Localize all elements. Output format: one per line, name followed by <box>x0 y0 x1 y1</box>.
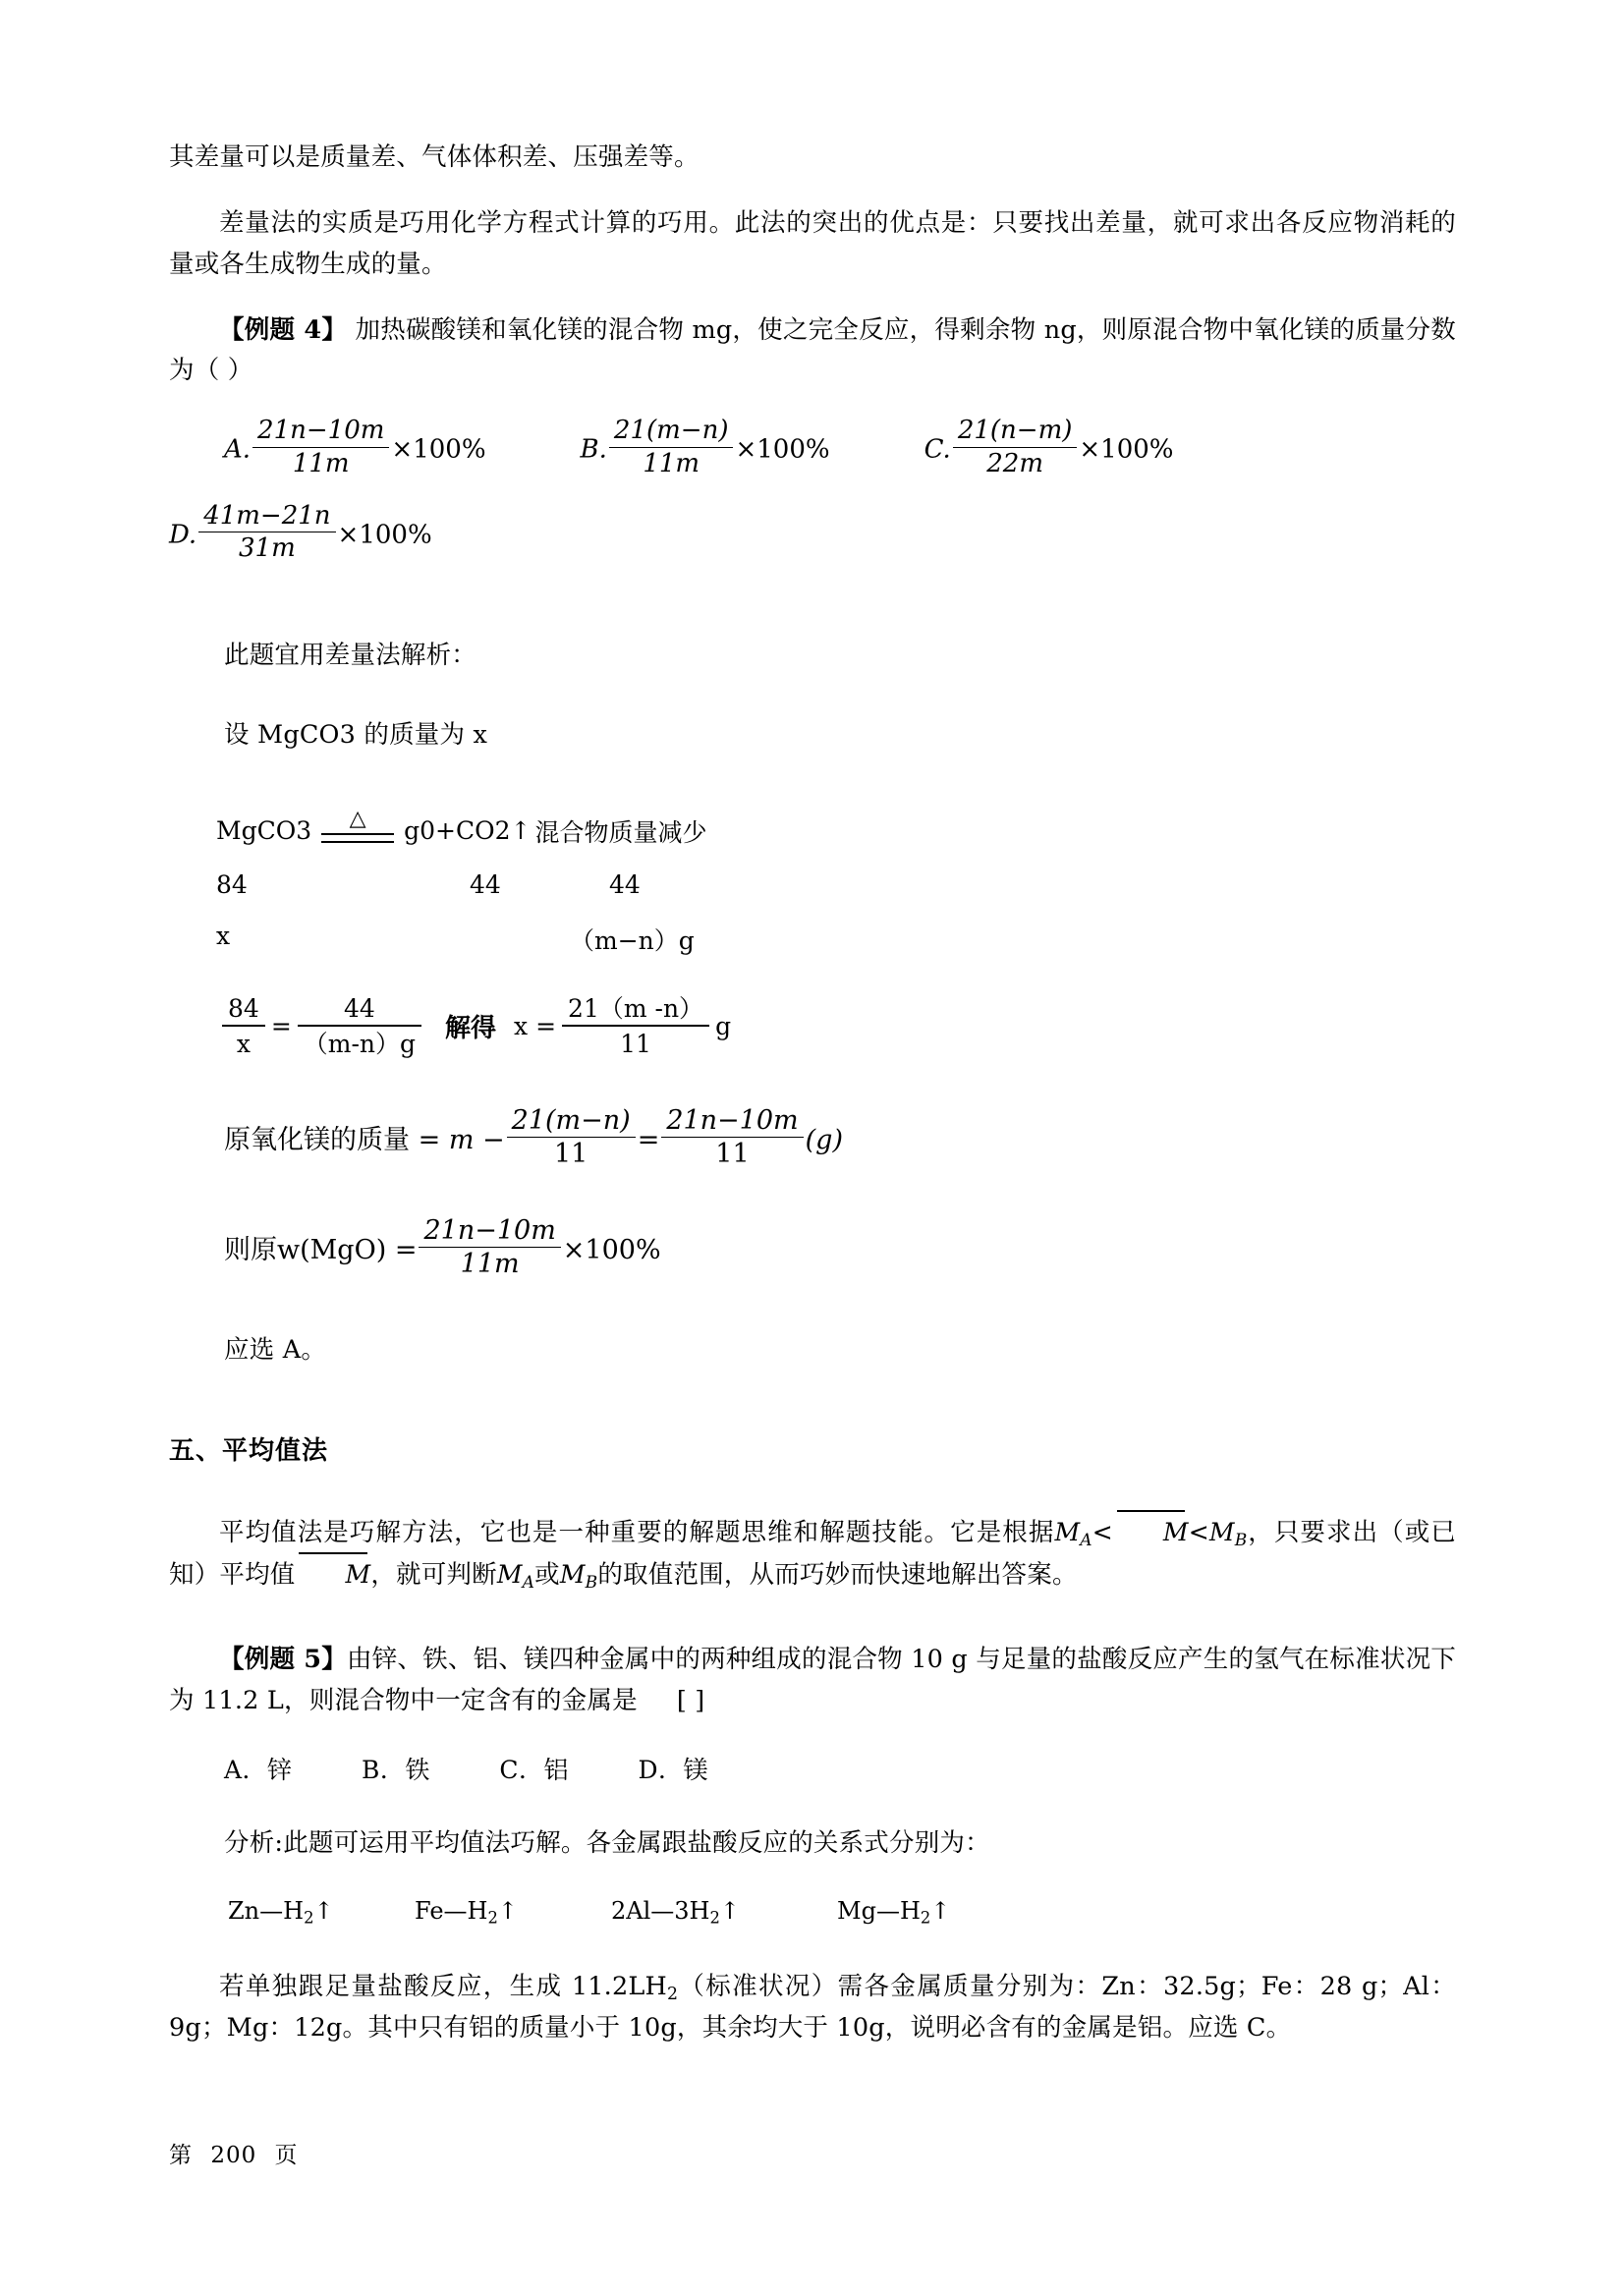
relation-al <box>611 1897 837 1928</box>
ineq-lt-2: < <box>1188 1517 1209 1546</box>
mgo-mass-minus: − <box>482 1124 505 1155</box>
stoich-1-c: 44 <box>609 869 641 899</box>
example5-marker: 【例题 5】 <box>219 1645 347 1675</box>
choice-a-label: A. <box>224 435 252 466</box>
intro-paragraph: 差量法的实质是巧用化学方程式计算的巧用。此法的突出的优点是：只要找出差量，就可求出各反应物消耗的量或各生成物生成的量。 <box>169 208 1456 279</box>
mgo-mass-m: m <box>448 1124 475 1155</box>
example4-solution-head: 此题宜用差量法解析： <box>224 640 477 670</box>
proportion-solve-label: 解得 <box>445 1014 497 1044</box>
proportion-equals-1: = <box>270 1012 292 1041</box>
ineq-ma-sub: A <box>1080 1530 1092 1550</box>
example5-choices <box>224 1751 1456 1786</box>
example4-choice-c <box>924 417 1174 477</box>
w-mgo-eq: = <box>394 1235 418 1266</box>
proportion-result-num: 21（m -n） <box>562 994 709 1028</box>
relation-al-pre: 2Al—3H <box>611 1897 710 1926</box>
choice-d-label: D. <box>169 520 197 550</box>
ineq-m-bar-2: M <box>296 1554 371 1596</box>
relation-fe-post: ↑ <box>497 1897 518 1926</box>
relation-fe-pre: Fe—H <box>415 1897 488 1926</box>
proportion-left-num: 84 <box>222 994 265 1028</box>
footer-suffix: 页 <box>274 2143 299 2168</box>
section5-body <box>169 1512 1456 1597</box>
relation-mg-sub: 2 <box>920 1908 931 1928</box>
footer-page-number: 200 <box>210 2143 257 2168</box>
page-content <box>169 138 1456 2054</box>
section5-body-d: 或 <box>534 1560 560 1591</box>
reaction-products: g0+CO2↑ <box>404 816 532 846</box>
choice-b-tail: ×100% <box>735 435 830 466</box>
choice-c-numerator: 21(n−m) <box>953 417 1078 447</box>
proportion-x-label: x = <box>514 1012 557 1041</box>
choice-a-numerator: 21n−10m <box>252 417 389 447</box>
footer-prefix: 第 <box>169 2143 193 2168</box>
relation-zn-sub: 2 <box>304 1908 314 1928</box>
page-footer <box>169 2137 299 2169</box>
relation-zn-post: ↑ <box>313 1897 334 1926</box>
relation-mg <box>837 1897 950 1928</box>
mgo-mass-label: 原氧化镁的质量 <box>224 1124 410 1155</box>
choice-c-tail: ×100% <box>1079 435 1174 466</box>
w-mgo-den: 11m <box>460 1249 520 1280</box>
example5-analysis-head: 分析:此题可运用平均值法巧解。各金属跟盐酸反应的关系式分别为： <box>224 1827 990 1858</box>
ineq-m-bar: M <box>1113 1512 1189 1553</box>
reaction-arrow-icon <box>321 806 394 846</box>
mgo-mass-f2-den: 11 <box>715 1138 750 1169</box>
relation-zn <box>228 1897 415 1928</box>
choice-c-denominator: 22m <box>986 448 1043 478</box>
proportion-result-den: 11 <box>620 1030 651 1059</box>
ineq-ma-sub-2: A <box>522 1572 535 1593</box>
choice-d-tail: ×100% <box>337 520 432 550</box>
reaction-reactant: MgCO3 <box>216 816 312 846</box>
mgo-mass-f1-den: 11 <box>553 1138 588 1169</box>
proportion-right-fraction <box>298 994 421 1059</box>
example5-choice-a: A．锌 <box>224 1755 293 1784</box>
choice-c-label: C. <box>924 435 951 466</box>
section5-body-b: ，只要求出（或已知）平均值 <box>169 1517 1457 1591</box>
stoich-2-a: x <box>216 921 231 950</box>
delta-symbol: △ <box>349 806 366 831</box>
proportion-left-den: x <box>236 1030 251 1059</box>
relation-fe-sub: 2 <box>487 1908 498 1928</box>
example4-proportion-line <box>216 994 1456 1059</box>
example5-choice-c: C．铝 <box>499 1755 569 1784</box>
conclusion-h2-sub: 2 <box>667 1984 679 2004</box>
w-mgo-tail: ×100% <box>562 1235 661 1266</box>
relation-fe <box>415 1897 611 1928</box>
w-mgo-label: 则原w(MgO) <box>224 1235 387 1266</box>
proportion-right-den: （m-n）g <box>303 1030 417 1059</box>
mgo-mass-unit: (g) <box>805 1124 843 1155</box>
example4-reaction-equation <box>216 806 1456 849</box>
ineq-mb: M <box>1208 1517 1235 1546</box>
section5-body-a: 平均值法是巧解方法，它也是一种重要的解题思维和解题技能。它是根据 <box>219 1517 1055 1547</box>
choice-d-numerator: 41m−21n <box>198 502 335 532</box>
stoich-2-b: （m−n）g <box>570 925 695 955</box>
example4-answer: 应选 A。 <box>224 1335 327 1366</box>
example5-statement <box>169 1640 1456 1721</box>
choice-b-numerator: 21(m−n) <box>609 417 734 447</box>
relation-zn-pre: Zn—H <box>228 1897 305 1926</box>
relation-al-post: ↑ <box>719 1897 740 1926</box>
section-heading-5: 五、平均值法 <box>169 1435 329 1466</box>
choice-d-denominator: 31m <box>238 532 296 563</box>
ineq-mb-2: M <box>559 1560 586 1590</box>
section5-body-e: 的取值范围，从而巧妙而快速地解出答案。 <box>597 1560 1078 1591</box>
mgo-mass-eq2: = <box>637 1124 660 1155</box>
choice-b-label: B. <box>580 435 607 466</box>
example4-choice-a <box>224 417 486 477</box>
stoich-row-1 <box>216 870 1456 925</box>
ineq-mb-sub-2: B <box>585 1572 598 1593</box>
example5-statement-text: 由锌、铁、铝、镁四种金属中的两种组成的混合物 10 g 与足量的盐酸反应产生的氢气在标准状况下为 11.2 L，则混合物中一定含有的金属是 <box>169 1645 1456 1715</box>
mgo-mass-f1-num: 21(m−n) <box>507 1106 636 1138</box>
mgo-mass-eq1: = <box>418 1124 441 1155</box>
ineq-mb-sub: B <box>1234 1530 1248 1550</box>
example4-mgo-mass-equation <box>224 1106 1456 1169</box>
proportion-right-num: 44 <box>298 994 421 1028</box>
reaction-note: 混合物质量减少 <box>534 817 707 847</box>
w-mgo-num: 21n−10m <box>419 1216 560 1248</box>
example4-choice-b <box>581 417 830 477</box>
stoich-row-2 <box>216 922 1456 977</box>
proportion-result-fraction <box>562 994 709 1059</box>
choice-a-denominator: 11m <box>292 448 350 478</box>
example4-choices-row <box>224 417 1456 477</box>
ineq-ma-2: M <box>496 1560 523 1590</box>
example5-choice-d: D．镁 <box>638 1755 708 1784</box>
stoich-1-b: 44 <box>470 869 501 899</box>
example4-statement <box>169 310 1456 392</box>
example5-choice-b: B．铁 <box>362 1755 430 1784</box>
mgo-mass-f2-num: 21n−10m <box>661 1106 803 1138</box>
stoich-1-a: 84 <box>216 869 248 899</box>
conclusion-part-b: （标准状况）需各金属质量分别为：Zn：32.5g；Fe：28 g；Al：9g；Mg：12g。其中只有铝的质量小于 10g，其余均大于 10g，说明必含有的金属是铝。应选 C。 <box>169 1971 1457 2043</box>
relation-mg-pre: Mg—H <box>837 1897 921 1926</box>
example4-statement-text: 加热碳酸镁和氧化镁的混合物 mg，使之完全反应，得剩余物 ng，则原混合物中氧化镁的质量分数为（ ） <box>169 314 1456 386</box>
conclusion-part-a: 若单独跟足量盐酸反应，生成 11.2LH <box>219 1971 667 2001</box>
example5-relations <box>228 1897 1456 1928</box>
section5-body-c: ，就可判断 <box>370 1560 497 1591</box>
relation-al-sub: 2 <box>709 1908 720 1928</box>
example4-let-line: 设 MgCO3 的质量为 x <box>224 720 488 751</box>
example5-answer-bracket: [ ] <box>676 1685 705 1715</box>
proportion-left-fraction <box>222 994 265 1059</box>
ineq-ma: M <box>1054 1517 1081 1546</box>
example4-w-mgo-equation <box>224 1216 1456 1279</box>
example4-marker: 【例题 4】 <box>219 314 348 345</box>
ineq-lt-1: < <box>1092 1517 1113 1546</box>
example4-choice-d <box>169 502 1456 563</box>
example5-conclusion <box>169 1967 1456 2048</box>
relation-mg-post: ↑ <box>930 1897 951 1926</box>
choice-b-denominator: 11m <box>643 448 700 478</box>
choice-a-tail: ×100% <box>391 435 486 466</box>
proportion-result-unit: g <box>715 1012 732 1041</box>
intro-line-1: 其差量可以是质量差、气体体积差、压强差等。 <box>169 142 700 172</box>
